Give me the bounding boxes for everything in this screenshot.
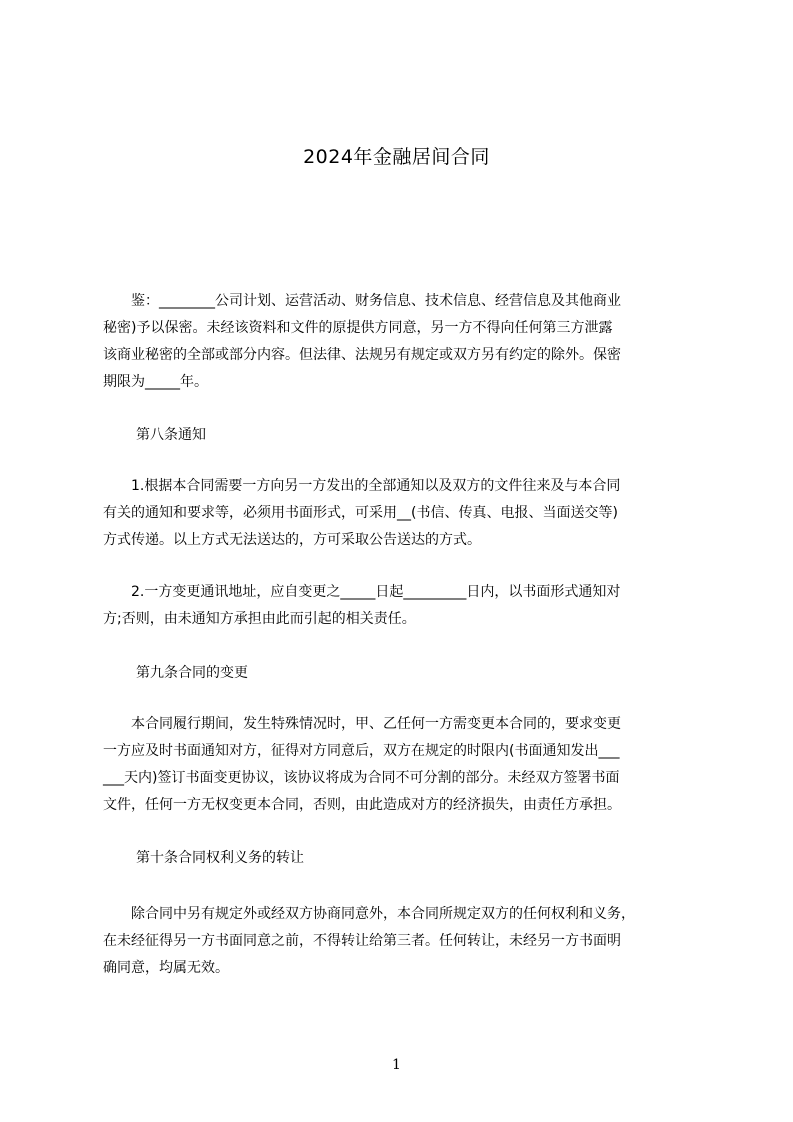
paragraph-line: 秘密)予以保密。未经该资料和文件的原提供方同意，另一方不得向任何第三方泄露 bbox=[103, 320, 613, 336]
paragraph-line: 文件，任何一方无权变更本合同，否则，由此造成对方的经济损失，由责任方承担。 bbox=[103, 797, 621, 813]
paragraph-line: 2.一方变更通讯地址，应自变更之_____日起_________日内，以书面形式通知对 bbox=[103, 584, 621, 600]
article-9-paragraph bbox=[103, 711, 700, 819]
paragraph-line: 一方应及时书面通知对方，征得对方同意后，双方在规定的时限内(书面通知发出___ bbox=[103, 743, 620, 759]
paragraph-line: 本合同履行期间，发生特殊情况时，甲、乙任何一方需变更本合同的，要求变更 bbox=[103, 716, 621, 732]
page-number: 1 bbox=[392, 1057, 401, 1073]
paragraph-line: ___天内)签订书面变更协议，该协议将成为合同不可分割的部分。未经双方签署书面 bbox=[103, 770, 620, 786]
paragraph-line: 在未经征得另一方书面同意之前，不得转让给第三者。任何转让，未经另一方书面明 bbox=[103, 933, 621, 949]
article-8-item-2 bbox=[103, 579, 700, 633]
article-8-heading: 第八条通知 bbox=[136, 427, 206, 443]
paragraph-line: 除合同中另有规定外或经双方协商同意外，本合同所规定双方的任何权利和义务， bbox=[103, 906, 635, 922]
paragraph-line: 有关的通知和要求等，必须用书面形式，可采用__(书信、传真、电报、当面送交等) bbox=[103, 505, 618, 521]
paragraph-line: 方;否则，由未通知方承担由此而引起的相关责任。 bbox=[103, 611, 416, 627]
paragraph-line: 鉴：________公司计划、运营活动、财务信息、技术信息、经营信息及其他商业 bbox=[103, 293, 621, 309]
article-8-item-1 bbox=[103, 473, 700, 554]
article-10-paragraph bbox=[103, 901, 700, 982]
article-9-heading: 第九条合同的变更 bbox=[136, 665, 248, 681]
document-title: 2024年金融居间合同 bbox=[303, 146, 490, 168]
paragraph-line: 1.根据本合同需要一方向另一方发出的全部通知以及双方的文件往来及与本合同 bbox=[103, 478, 621, 494]
article-10-heading: 第十条合同权利义务的转让 bbox=[136, 850, 304, 866]
confidentiality-paragraph bbox=[103, 288, 700, 396]
paragraph-line: 期限为_____年。 bbox=[103, 374, 208, 390]
paragraph-line: 该商业秘密的全部或部分内容。但法律、法规另有规定或双方另有约定的除外。保密 bbox=[103, 347, 621, 363]
paragraph-line: 确同意，均属无效。 bbox=[103, 960, 229, 976]
paragraph-line: 方式传递。以上方式无法送达的，方可采取公告送达的方式。 bbox=[103, 532, 481, 548]
